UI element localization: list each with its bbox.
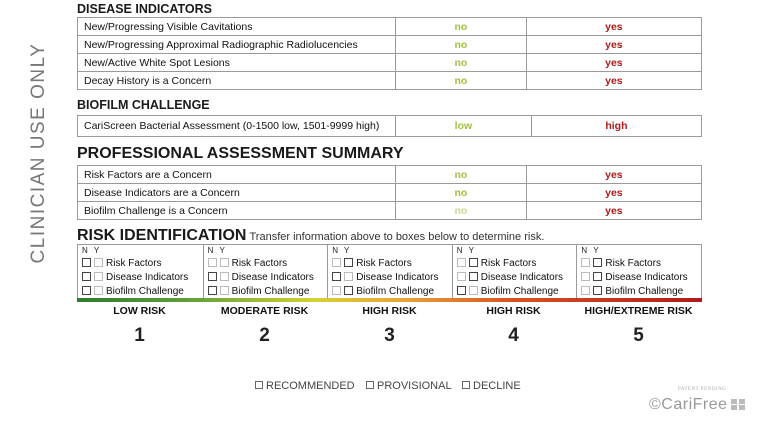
yes-option[interactable]: yes [526, 54, 701, 72]
risk-identification-heading [77, 227, 544, 245]
yes-option[interactable]: yes [526, 202, 701, 220]
yes-checkbox[interactable] [220, 272, 229, 281]
no-option[interactable]: no [396, 18, 527, 36]
outcome-label: DECLINE [473, 380, 521, 392]
risk-item-row [208, 272, 314, 284]
recommended-checkbox[interactable] [255, 381, 263, 389]
ny-header: N Y [581, 246, 601, 255]
risk-level-name: HIGH RISK [486, 305, 541, 317]
no-option[interactable]: no [396, 202, 527, 220]
yes-option[interactable]: yes [526, 18, 701, 36]
row-label: Disease Indicators are a Concern [78, 184, 396, 202]
yes-checkbox[interactable] [469, 286, 478, 295]
risk-column-4 [452, 245, 578, 299]
outcome-label: RECOMMENDED [266, 380, 355, 392]
risk-level-number: 4 [508, 325, 519, 346]
table-row [78, 116, 702, 137]
risk-item-row [581, 272, 687, 284]
row-label: Risk Factors are a Concern [78, 166, 396, 184]
item-label: Risk Factors [231, 258, 288, 269]
table-row [78, 36, 702, 54]
row-label: New/Progressing Visible Cavitations [78, 18, 396, 36]
item-label: Risk Factors [356, 258, 412, 269]
disease-indicators-title: DISEASE INDICATORS [77, 2, 212, 16]
risk-item-row [82, 286, 184, 298]
risk-item-row [457, 258, 537, 270]
risk-level-number: 1 [134, 325, 145, 346]
yes-checkbox[interactable] [469, 272, 478, 281]
item-label: Disease Indicators [356, 272, 439, 283]
risk-item-row [457, 286, 559, 298]
ny-header: N Y [332, 246, 352, 255]
outcome-provisional[interactable] [366, 380, 452, 392]
risk-item-row [332, 286, 434, 298]
table-row [78, 72, 702, 90]
clinician-use-only-label: CLINICIAN USE ONLY [28, 42, 49, 264]
risk-column-5 [576, 245, 702, 299]
ny-header: N Y [207, 246, 227, 255]
no-option[interactable]: no [396, 166, 527, 184]
risk-item-row [581, 286, 683, 298]
no-checkbox[interactable] [332, 258, 341, 267]
yes-checkbox[interactable] [220, 286, 229, 295]
row-label: New/Active White Spot Lesions [78, 54, 396, 72]
yes-checkbox[interactable] [344, 286, 353, 295]
risk-level-number: 3 [384, 325, 395, 346]
no-checkbox[interactable] [457, 258, 466, 267]
item-label: Risk Factors [480, 258, 537, 269]
risk-identification-note: Transfer information above to boxes below to determine risk. [249, 231, 545, 243]
no-option[interactable]: no [396, 72, 527, 90]
no-checkbox[interactable] [457, 286, 466, 295]
table-row [78, 202, 702, 220]
no-checkbox[interactable] [208, 286, 217, 295]
item-label: Biofilm Challenge [106, 286, 184, 297]
disease-indicators-table [77, 17, 702, 90]
yes-checkbox[interactable] [469, 258, 478, 267]
outcome-decline[interactable] [462, 380, 521, 392]
item-label: Biofilm Challenge [480, 286, 559, 297]
ny-header: N Y [456, 246, 476, 255]
no-checkbox[interactable] [581, 258, 590, 267]
risk-item-row [332, 272, 438, 284]
no-checkbox[interactable] [208, 258, 217, 267]
no-checkbox[interactable] [581, 272, 590, 281]
row-label: New/Progressing Approximal Radiographic Radiolucencies [78, 36, 396, 54]
item-label: Biofilm Challenge [605, 286, 684, 297]
yes-option[interactable]: yes [526, 184, 701, 202]
yes-checkbox[interactable] [94, 272, 103, 281]
risk-level-name: HIGH/EXTREME RISK [584, 305, 693, 317]
yes-checkbox[interactable] [220, 258, 229, 267]
no-option[interactable]: no [396, 36, 527, 54]
risk-level-number: 5 [633, 325, 644, 346]
item-label: Disease Indicators [605, 272, 688, 283]
risk-item-row [82, 272, 188, 284]
yes-checkbox[interactable] [344, 272, 353, 281]
row-label: Decay History is a Concern [78, 72, 396, 90]
risk-gradient-bar [77, 298, 702, 302]
yes-checkbox[interactable] [344, 258, 353, 267]
decline-checkbox[interactable] [462, 381, 470, 389]
yes-option[interactable]: yes [526, 36, 701, 54]
no-checkbox[interactable] [332, 286, 341, 295]
risk-item-row [208, 286, 310, 298]
no-checkbox[interactable] [208, 272, 217, 281]
risk-column-1 [78, 245, 203, 299]
risk-column-3 [327, 245, 453, 299]
grid-logo-icon [731, 399, 745, 410]
biofilm-challenge-table [77, 115, 702, 137]
table-row [78, 18, 702, 36]
risk-identification-title: RISK IDENTIFICATION [77, 227, 247, 244]
risk-checkbox-grid [77, 244, 702, 299]
risk-level-name: HIGH RISK [362, 305, 417, 317]
yes-checkbox[interactable] [94, 258, 103, 267]
row-label: CariScreen Bacterial Assessment (0-1500 low, 1501-9999 high) [78, 116, 396, 137]
yes-checkbox[interactable] [593, 258, 602, 267]
risk-level-number: 2 [259, 325, 270, 346]
assessment-summary-title: PROFESSIONAL ASSESSMENT SUMMARY [77, 145, 404, 162]
table-row [78, 184, 702, 202]
outcome-recommended[interactable] [255, 380, 355, 392]
no-option[interactable]: no [396, 54, 527, 72]
no-checkbox[interactable] [332, 272, 341, 281]
risk-item-row [82, 258, 162, 270]
item-label: Disease Indicators [480, 272, 564, 283]
biofilm-challenge-title: BIOFILM CHALLENGE [77, 98, 210, 112]
item-label: Disease Indicators [106, 272, 189, 283]
item-label: Risk Factors [106, 258, 162, 269]
yes-checkbox[interactable] [593, 272, 602, 281]
row-label: Biofilm Challenge is a Concern [78, 202, 396, 220]
risk-column-2 [203, 245, 329, 299]
item-label: Biofilm Challenge [231, 286, 310, 297]
table-row [78, 166, 702, 184]
no-checkbox[interactable] [82, 286, 91, 295]
risk-item-row [208, 258, 288, 270]
patent-pending-text: PATENT PENDING [678, 387, 727, 392]
assessment-summary-table [77, 165, 702, 220]
no-option[interactable]: no [396, 184, 527, 202]
low-option[interactable]: low [396, 116, 532, 137]
item-label: Disease Indicators [231, 272, 314, 283]
yes-checkbox[interactable] [94, 286, 103, 295]
yes-option[interactable]: yes [526, 166, 701, 184]
risk-level-name: LOW RISK [113, 305, 166, 317]
risk-item-row [332, 258, 412, 270]
no-checkbox[interactable] [82, 272, 91, 281]
item-label: Risk Factors [605, 258, 661, 269]
high-option[interactable]: high [531, 116, 701, 137]
no-checkbox[interactable] [581, 286, 590, 295]
yes-checkbox[interactable] [593, 286, 602, 295]
no-checkbox[interactable] [82, 258, 91, 267]
table-row [78, 54, 702, 72]
no-checkbox[interactable] [457, 272, 466, 281]
item-label: Biofilm Challenge [356, 286, 435, 297]
brand-name: ©CariFree [649, 396, 728, 413]
provisional-checkbox[interactable] [366, 381, 374, 389]
ny-header: N Y [82, 246, 102, 255]
outcome-label: PROVISIONAL [377, 380, 452, 392]
risk-level-name: MODERATE RISK [220, 305, 309, 317]
risk-item-row [581, 258, 661, 270]
risk-item-row [457, 272, 563, 284]
yes-option[interactable]: yes [526, 72, 701, 90]
carifree-logo [649, 396, 745, 414]
